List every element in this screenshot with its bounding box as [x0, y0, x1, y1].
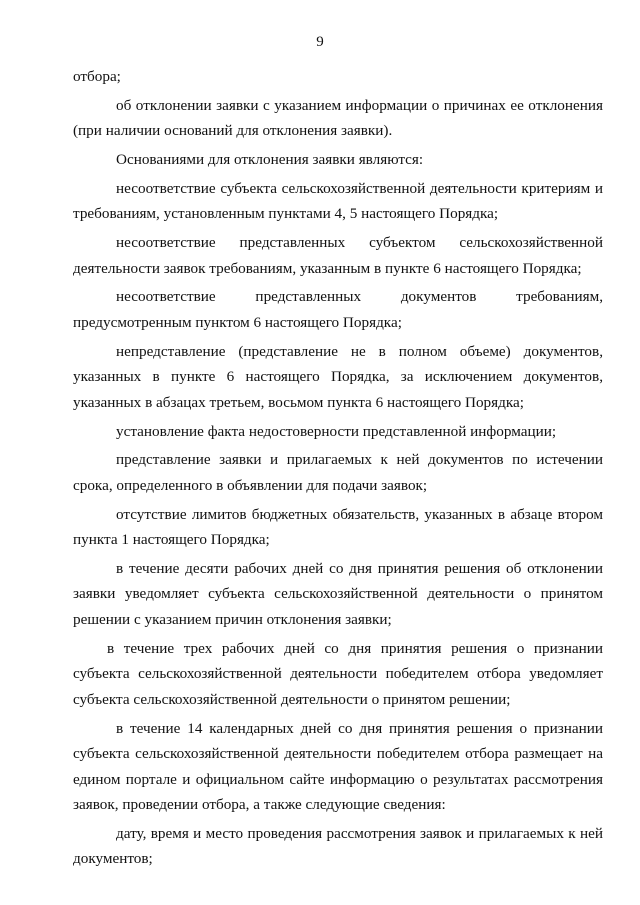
- paragraph-9: представление заявки и прилагаемых к ней документов по истечении срока, определенного в объявлении для подачи заявок;: [73, 451, 603, 494]
- paragraph-5: несоответствие представленных субъектом сельскохозяйственной деятельности заявок требованиям, указанным в пункте 6 настоящего Порядка;: [73, 234, 603, 277]
- paragraph-6: несоответствие представленных документов требованиям, предусмотренным пунктом 6 настоящего Порядка;: [73, 288, 603, 331]
- paragraph-4: несоответствие субъекта сельскохозяйственной деятельности критериям и требованиям, установленным пунктами 4, 5 настоящего Порядка;: [73, 179, 603, 223]
- paragraph-10: отсутствие лимитов бюджетных обязательств, указанных в абзаце втором пункта 1 настоящего Порядка;: [73, 505, 603, 549]
- paragraph-3: Основаниями для отклонения заявки являются:: [116, 151, 424, 169]
- paragraph-8: установление факта недостоверности представленной информации;: [116, 422, 557, 440]
- paragraph-1: отбора;: [73, 68, 121, 85]
- paragraph-2: об отклонении заявки с указанием информации о причинах ее отклонения (при наличии оснований для отклонения заявки).: [73, 96, 603, 140]
- paragraph-7: непредставление (представление не в полном объеме) документов, указанных в пункте 6 настоящего Порядка, за исключением документов, указанных в абзацах третьем, восьмом пункта 6 настоящего Порядка;: [73, 342, 603, 411]
- paragraph-13: в течение 14 календарных дней со дня принятия решения о признании субъекта сельскохозяйственной деятельности победителем отбора размещает на едином портале и официальном сайте информацию о результатах рассмотрения заявок, проведении отбора, а также следующие сведения:: [73, 719, 603, 814]
- paragraph-12: в течение трех рабочих дней со дня принятия решения о признании субъекта сельскохозяйственной деятельности победителем отбора уведомляет субъекта сельскохозяйственной деятельности о принятом решении;: [73, 639, 603, 708]
- document-body: [73, 64, 603, 875]
- paragraph-11: в течение десяти рабочих дней со дня принятия решения об отклонении заявки уведомляет субъекта сельскохозяйственной деятельности о принятом решении с указанием причин отклонения заявки;: [73, 559, 603, 628]
- paragraph-14: дату, время и место проведения рассмотрения заявок и прилагаемых к ней документов;: [73, 824, 603, 868]
- page-number: 9: [316, 34, 324, 50]
